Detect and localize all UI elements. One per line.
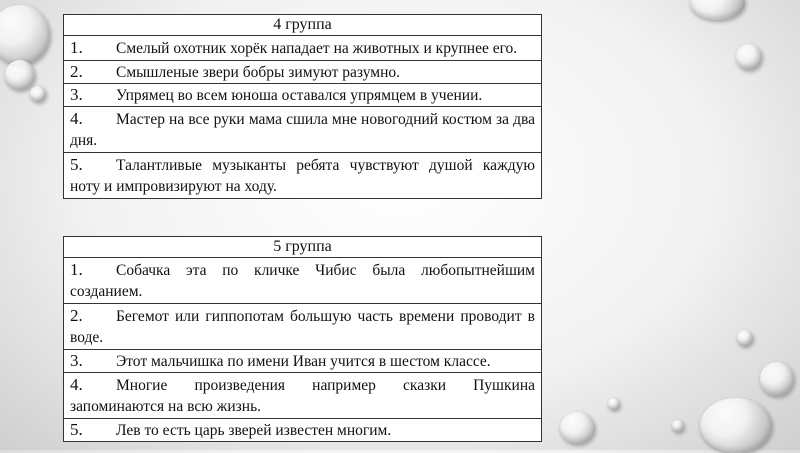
group-title: 5 группа [64, 237, 542, 258]
water-drop-decoration [700, 398, 772, 453]
water-drop-decoration [608, 398, 620, 410]
sentence-text: Многие произведения например сказки Пушкина запоминаются на всю жизнь. [70, 377, 535, 415]
water-drop-decoration [672, 420, 684, 432]
sentence-text: Этот мальчишка по имени Иван учится в шестом классе. [116, 353, 491, 370]
water-drop-decoration [737, 330, 753, 346]
sentence-row: 1. Смелый охотник хорёк нападает на животных и крупнее его. [64, 36, 542, 61]
sentence-text: Собачка эта по кличке Чибис была любопытнейшим созданием. [70, 262, 535, 300]
sentence-text: Смелый охотник хорёк нападает на животных и крупнее его. [116, 40, 518, 57]
sentence-row: 4. Многие произведения например сказки Пушкина запоминаются на всю жизнь. [64, 373, 542, 419]
sentence-row: 2. Смышленые звери бобры зимуют разумно. [64, 61, 542, 84]
water-drop-decoration [30, 86, 46, 102]
sentence-row: 3. Этот мальчишка по имени Иван учится в шестом классе. [64, 350, 542, 373]
water-drop-decoration [690, 0, 745, 20]
water-drop-decoration [736, 44, 762, 70]
water-drop-decoration [760, 362, 794, 396]
group-4-table [63, 14, 542, 199]
sentence-text: Лев то есть царь зверей известен многим. [116, 422, 392, 439]
sentence-row: 3. Упрямец во всем юноша оставался упрямцем в учении. [64, 84, 542, 107]
sentence-text: Талантливые музыканты ребята чувствуют душой каждую ноту и импровизируют на ходу. [70, 157, 535, 195]
water-drop-decoration [0, 5, 50, 65]
sentence-row: 5. Лев то есть царь зверей известен многим. [64, 419, 542, 442]
sentence-text: Бегемот или гиппопотам большую часть времени проводит в воде. [70, 308, 535, 346]
group-title: 4 группа [64, 15, 542, 36]
sentence-text: Мастер на все руки мама сшила мне новогодний костюм за два дня. [70, 111, 535, 149]
group-5-table [63, 236, 542, 442]
sentence-text: Упрямец во всем юноша оставался упрямцем в учении. [116, 87, 483, 104]
water-drop-decoration [560, 412, 595, 444]
sentence-row: 2. Бегемот или гиппопотам большую часть времени проводит в воде. [64, 304, 542, 350]
sentence-row: 1. Собачка эта по кличке Чибис была любопытнейшим созданием. [64, 258, 542, 304]
sentence-text: Смышленые звери бобры зимуют разумно. [116, 64, 400, 81]
sentence-row: 5. Талантливые музыканты ребята чувствуют душой каждую ноту и импровизируют на ходу. [64, 153, 542, 199]
water-drop-decoration [5, 60, 35, 90]
sentence-row: 4. Мастер на все руки мама сшила мне новогодний костюм за два дня. [64, 107, 542, 153]
